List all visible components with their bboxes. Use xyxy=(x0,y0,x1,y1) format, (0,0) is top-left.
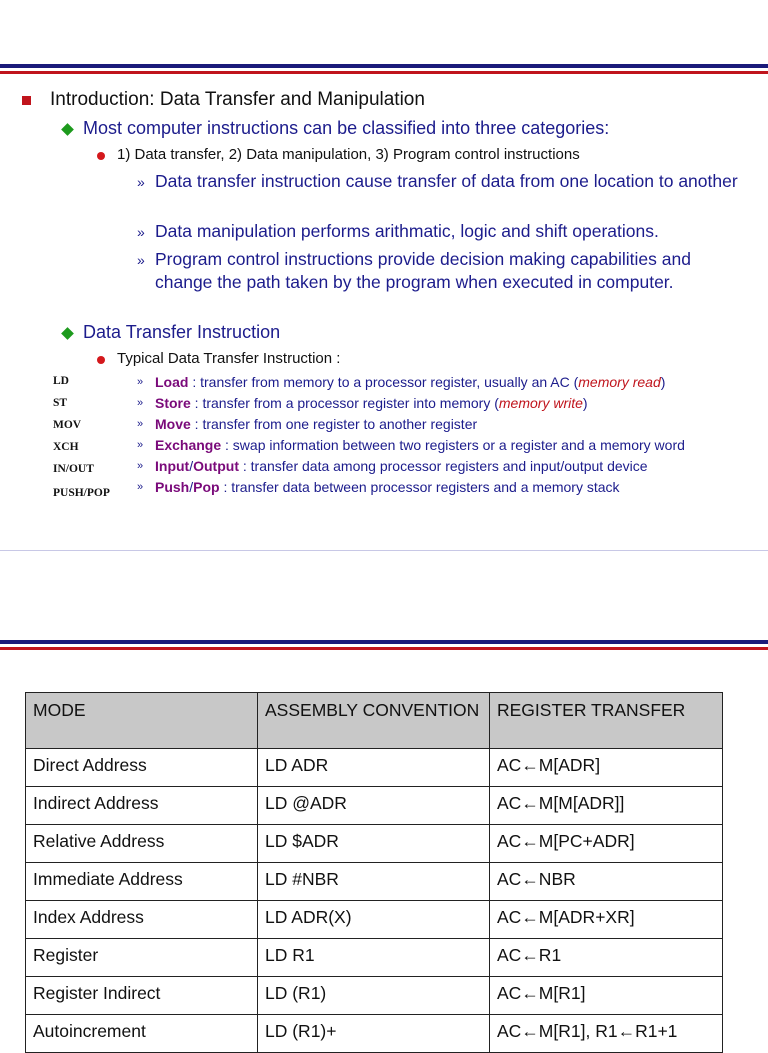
categories-list: 1) Data transfer, 2) Data manipulation, 3) Program control instructions xyxy=(117,146,580,163)
typical-instructions-label: Typical Data Transfer Instruction : xyxy=(117,350,341,367)
mode-cell: Register xyxy=(26,939,258,977)
detail-program-control: Program control instructions provide decision making capabilities and change the path taken by the program when executed in computer. xyxy=(155,249,691,292)
data-transfer-heading: Data Transfer Instruction xyxy=(83,322,281,342)
transfer-cell: AC←M[PC+ADR] xyxy=(490,825,723,863)
raquo-bullet-icon: » xyxy=(137,439,144,451)
mode-cell: Register Indirect xyxy=(26,977,258,1015)
opcode-push-pop: PUSH/POP xyxy=(53,487,110,499)
table-row xyxy=(26,977,723,1015)
instruction-move: Move : transfer from one register to another register xyxy=(155,416,478,432)
opcode-st: ST xyxy=(53,397,68,409)
table-header-row xyxy=(26,693,723,749)
transfer-cell: AC←NBR xyxy=(490,863,723,901)
table-row xyxy=(26,749,723,787)
opcode-mov: MOV xyxy=(53,419,82,431)
mode-cell: Direct Address xyxy=(26,749,258,787)
opcode-ld: LD xyxy=(53,375,69,387)
table-row xyxy=(26,901,723,939)
assembly-cell: LD R1 xyxy=(258,939,490,977)
mode-cell: Indirect Address xyxy=(26,787,258,825)
slide-top-rule xyxy=(0,640,768,650)
raquo-bullet-icon: » xyxy=(137,481,144,493)
assembly-cell: LD ADR xyxy=(258,749,490,787)
transfer-cell: AC←M[ADR+XR] xyxy=(490,901,723,939)
assembly-cell: LD ADR(X) xyxy=(258,901,490,939)
dot-bullet-icon xyxy=(97,356,105,364)
raquo-bullet-icon: » xyxy=(137,224,145,240)
diamond-bullet-icon xyxy=(61,327,74,340)
instruction-load: Load : transfer from memory to a processor register, usually an AC (memory read) xyxy=(155,374,666,390)
opcode-in-out: IN/OUT xyxy=(53,463,94,475)
mode-cell: Immediate Address xyxy=(26,863,258,901)
detail-data-manipulation: Data manipulation performs arithmatic, logic and shift operations. xyxy=(155,221,659,241)
addressing-modes-table xyxy=(25,692,723,1053)
transfer-cell: AC←M[M[ADR]] xyxy=(490,787,723,825)
slide-top-rule xyxy=(0,64,768,74)
instruction-push-pop: Push/Pop : transfer data between processor registers and a memory stack xyxy=(155,479,620,495)
slide-separator xyxy=(0,550,768,551)
assembly-cell: LD #NBR xyxy=(258,863,490,901)
raquo-bullet-icon: » xyxy=(137,376,144,388)
assembly-cell: LD (R1)+ xyxy=(258,1015,490,1053)
square-bullet-icon xyxy=(22,96,31,105)
table-row xyxy=(26,939,723,977)
assembly-cell: LD @ADR xyxy=(258,787,490,825)
table-row xyxy=(26,863,723,901)
instruction-input-output: Input/Output : transfer data among processor registers and input/output device xyxy=(155,458,648,474)
assembly-cell: LD $ADR xyxy=(258,825,490,863)
table-row xyxy=(26,787,723,825)
mode-cell: Index Address xyxy=(26,901,258,939)
slide-heading: Introduction: Data Transfer and Manipulation xyxy=(50,89,425,110)
table-row xyxy=(26,1015,723,1053)
transfer-cell: AC←M[ADR] xyxy=(490,749,723,787)
detail-data-transfer: Data transfer instruction cause transfer of data from one location to another xyxy=(155,171,738,191)
mode-cell: Relative Address xyxy=(26,825,258,863)
dot-bullet-icon xyxy=(97,152,105,160)
raquo-bullet-icon: » xyxy=(137,418,144,430)
raquo-bullet-icon: » xyxy=(137,174,145,190)
instruction-store: Store : transfer from a processor register into memory (memory write) xyxy=(155,395,588,411)
header-register-transfer: REGISTER TRANSFER xyxy=(490,693,723,749)
instruction-exchange: Exchange : swap information between two registers or a register and a memory word xyxy=(155,437,685,453)
assembly-cell: LD (R1) xyxy=(258,977,490,1015)
transfer-cell: AC←M[R1] xyxy=(490,977,723,1015)
opcode-xch: XCH xyxy=(53,441,79,453)
raquo-bullet-icon: » xyxy=(137,252,145,268)
table-row xyxy=(26,825,723,863)
transfer-cell: AC←M[R1], R1←R1+1 xyxy=(490,1015,723,1053)
raquo-bullet-icon: » xyxy=(137,397,144,409)
mode-cell: Autoincrement xyxy=(26,1015,258,1053)
categories-heading: Most computer instructions can be classified into three categories: xyxy=(83,118,610,138)
header-assembly-convention: ASSEMBLY CONVENTION xyxy=(258,693,490,749)
diamond-bullet-icon xyxy=(61,123,74,136)
transfer-cell: AC←R1 xyxy=(490,939,723,977)
raquo-bullet-icon: » xyxy=(137,460,144,472)
header-mode: MODE xyxy=(26,693,258,749)
